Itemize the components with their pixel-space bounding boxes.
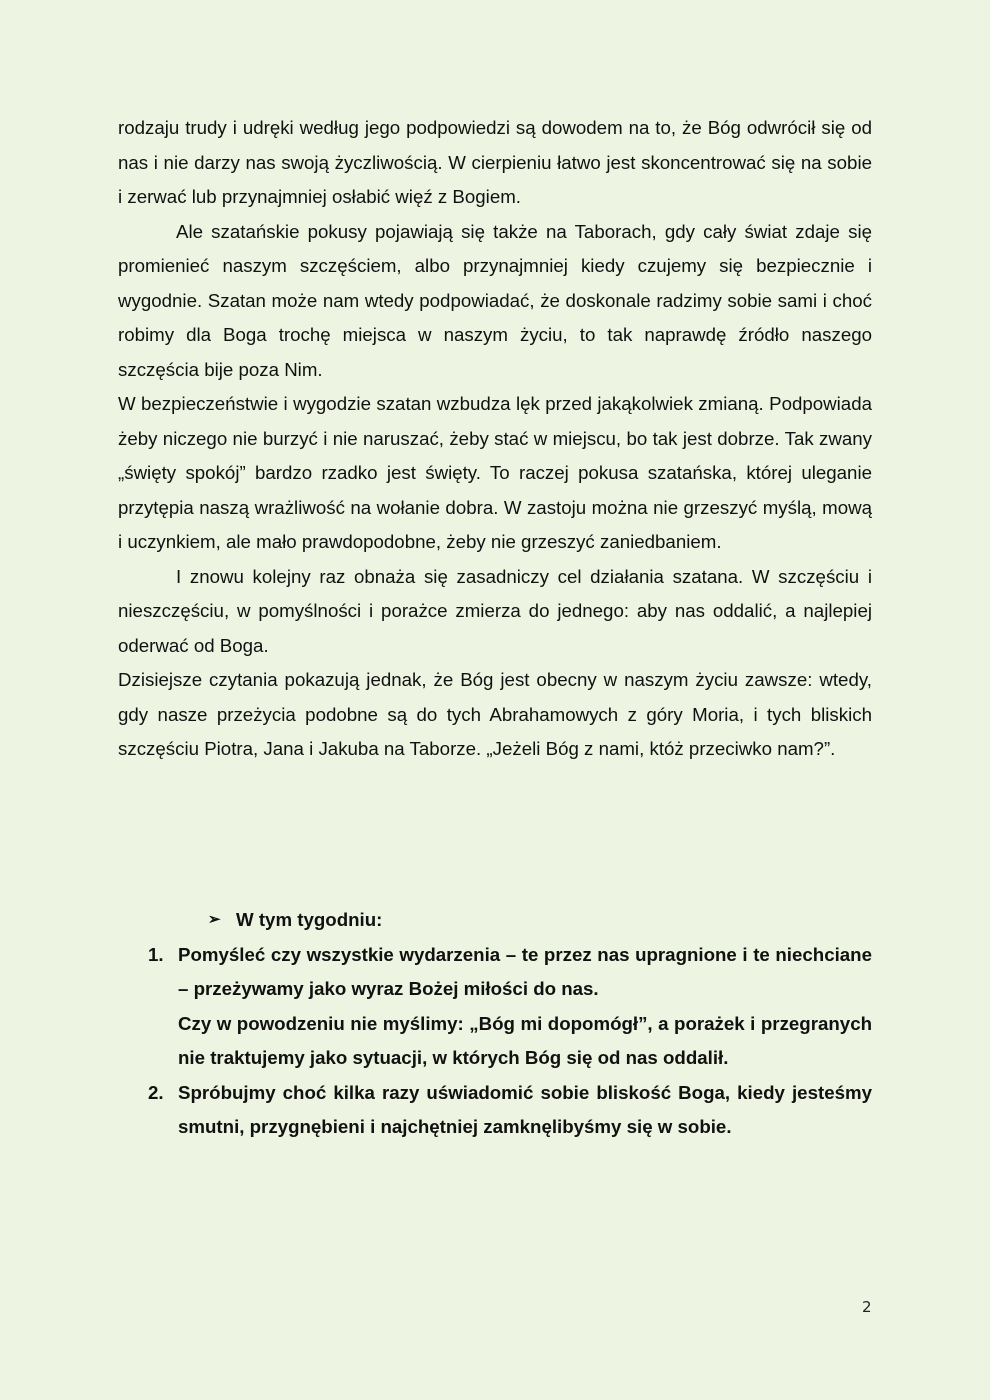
paragraph-3: W bezpieczeństwie i wygodzie szatan wzbudza lęk przed jakąkolwiek zmianą. Podpowiada żeby niczego nie burzyć i nie naruszać, żeby stać w miejscu, bo tak jest dobrze. Tak zwany „święty spokój” bardzo rzadko jest święty. To raczej pokusa szatańska, której uleganie przytępia naszą wrażliwość na wołanie dobra. W zastoju można nie grzeszyć myślą, mową i uczynkiem, ale mało prawdopodobne, żeby nie grzeszyć zaniedbaniem.: [118, 393, 872, 552]
list-number: 1.: [148, 943, 164, 965]
week-heading: [208, 903, 872, 938]
paragraph-2: Ale szatańskie pokusy pojawiają się także na Taborach, gdy cały świat zdaje się promienieć naszym szczęściem, albo przynajmniej kiedy czujemy się bezpiecznie i wygodnie. Szatan może nam wtedy podpowiadać, że doskonale radzimy sobie sami i choć robimy dla Boga trochę miejsca w naszym życiu, to tak naprawdę źródło naszego szczęścia bije poza Nim.: [118, 220, 872, 380]
list-item-body: [178, 938, 872, 1076]
list-item: [148, 1076, 872, 1145]
page-number: 2: [862, 1298, 872, 1316]
list-item-text-continued: Czy w powodzeniu nie myślimy: „Bóg mi dopomógł”, a porażek i przegranych nie traktujemy jako sytuacji, w których Bóg się od nas oddalił.: [178, 1012, 872, 1068]
list-item-text: Spróbujmy choć kilka razy uświadomić sobie bliskość Boga, kiedy jesteśmy smutni, przygnębieni i najchętniej zamknęlibyśmy się w sobie.: [178, 1081, 872, 1137]
list-item-text: Pomyśleć czy wszystkie wydarzenia – te przez nas upragnione i te niechciane – przeżywamy jako wyraz Bożej miłości do nas.: [178, 943, 872, 999]
list-item-body: [178, 1076, 872, 1145]
week-heading-text: W tym tygodniu:: [236, 909, 383, 930]
week-section: [118, 903, 872, 1145]
paragraph-4: I znowu kolejny raz obnaża się zasadniczy cel działania szatana. W szczęściu i nieszczęściu, w pomyślności i porażce zmierza do jednego: aby nas oddalić, a najlepiej oderwać od Boga.: [118, 565, 872, 656]
list-number: 2.: [148, 1081, 164, 1103]
paragraph-5: Dzisiejsze czytania pokazują jednak, że Bóg jest obecny w naszym życiu zawsze: wtedy, gdy nasze przeżycia podobne są do tych Abrahamowych z góry Moria, i tych bliskich szczęściu Piotra, Jana i Jakuba na Taborze. „Jeżeli Bóg z nami, któż przeciwko nam?”.: [118, 669, 872, 759]
list-item: [148, 938, 872, 1076]
paragraph-1: rodzaju trudy i udręki według jego podpowiedzi są dowodem na to, że Bóg odwrócił się od nas i nie darzy nas swoją życzliwością. W cierpieniu łatwo jest skoncentrować się na sobie i zerwać lub przynajmniej osłabić więź z Bogiem.: [118, 117, 872, 207]
arrow-bullet-icon: ➢: [208, 911, 221, 928]
document-body: [118, 111, 872, 767]
